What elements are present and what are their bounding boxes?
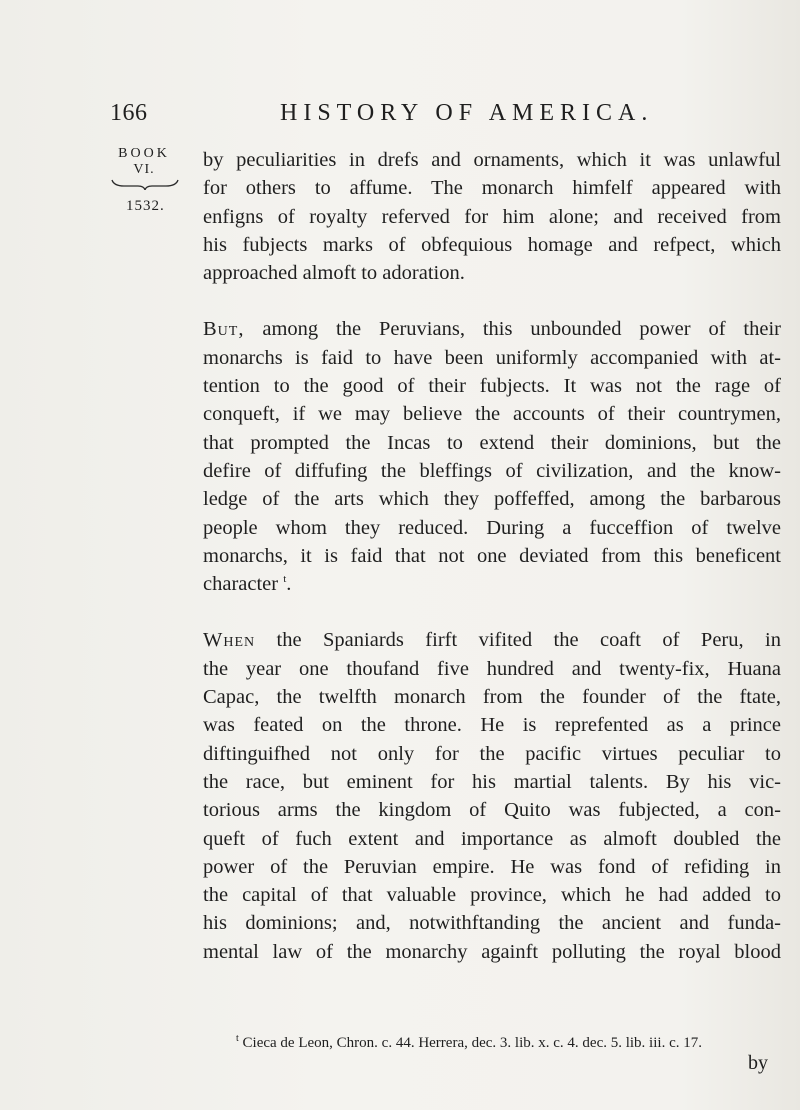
- text-line: [203, 315, 781, 343]
- margin-book-label: [104, 146, 184, 178]
- footnote-reference[interactable]: t: [283, 573, 287, 586]
- paragraph-lead: But,: [203, 318, 245, 341]
- body-text: [203, 146, 781, 966]
- text-fragment: among the Peruvians, this unbounded power of their: [244, 318, 781, 341]
- text-line: by peculiarities in drefs and ornaments, which it was unlawful: [203, 149, 781, 171]
- text-line: [203, 626, 781, 654]
- text-fragment: character: [203, 573, 279, 596]
- text-line: for others to affume. The monarch himfelf appeared with: [203, 177, 781, 200]
- text-line: tention to the good of their fubjects. It was not the rage of: [203, 375, 781, 398]
- text-line: approached almoft to adoration.: [203, 262, 465, 285]
- text-line: power of the Peruvian empire. He was fond of refiding in: [203, 855, 781, 878]
- margin-brace-ornament: [110, 178, 180, 190]
- paragraph-3: [203, 626, 781, 966]
- text-line: enfigns of royalty referved for him alone; and received from: [203, 205, 781, 228]
- margin-year: 1532.: [126, 198, 165, 214]
- text-line: the capital of that valuable province, which he had added to: [203, 884, 781, 907]
- book-label: BOOK: [118, 146, 170, 161]
- text-line: his fubjects marks of obfequious homage and refpect, which: [203, 233, 781, 256]
- text-line: the race, but eminent for his martial talents. By his vic-: [203, 770, 781, 793]
- text-line: torious arms the kingdom of Quito was fubjected, a con-: [203, 799, 781, 822]
- paragraph-2: [203, 315, 781, 598]
- text-line: queft of fuch extent and importance as almoft doubled the: [203, 827, 781, 850]
- text-line: the year one thoufand five hundred and twenty-fix, Huana: [203, 657, 781, 680]
- footnote-mark: t: [236, 1033, 239, 1044]
- paragraph-lead: When: [203, 629, 256, 652]
- text-line: ledge of the arts which they poffeffed, among the barbarous: [203, 488, 781, 511]
- text-line: people whom they reduced. During a fucceffion of twelve: [203, 516, 781, 539]
- text-line: conqueft, if we may believe the accounts of their countrymen,: [203, 403, 781, 426]
- page-number: 166: [110, 100, 148, 126]
- footnote: [236, 1029, 781, 1053]
- book-number: VI.: [133, 162, 155, 177]
- text-line: that prompted the Incas to extend their dominions, but the: [203, 431, 781, 454]
- text-line: monarchs, it is faid that not one deviated from this beneficent: [203, 544, 781, 567]
- text-line: monarchs is faid to have been uniformly accompanied with at-: [203, 346, 781, 369]
- paragraph-1: [203, 146, 781, 287]
- footnote-text: Cieca de Leon, Chron. c. 44. Herrera, dec. 3. lib. x. c. 4. dec. 5. lib. iii. c. 17.: [242, 1035, 702, 1051]
- text-line: defire of diffufing the bleffings of civilization, and the know-: [203, 459, 781, 482]
- text-line: his dominions; and, notwithftanding the ancient and funda-: [203, 912, 781, 935]
- text-line: was feated on the throne. He is reprefented as a prince: [203, 714, 781, 737]
- catchword: by: [748, 1052, 768, 1074]
- running-head: HISTORY OF AMERICA.: [280, 100, 654, 126]
- text-line: character $^t$.: [203, 573, 292, 596]
- text-line: mental law of the monarchy againft polluting the royal blood: [203, 940, 781, 963]
- text-line: diftinguifhed not only for the pacific virtues peculiar to: [203, 742, 781, 765]
- text-line: Capac, the twelfth monarch from the founder of the ftate,: [203, 686, 781, 709]
- text-fragment: the Spaniards firft vifited the coaft of Peru, in: [255, 629, 781, 652]
